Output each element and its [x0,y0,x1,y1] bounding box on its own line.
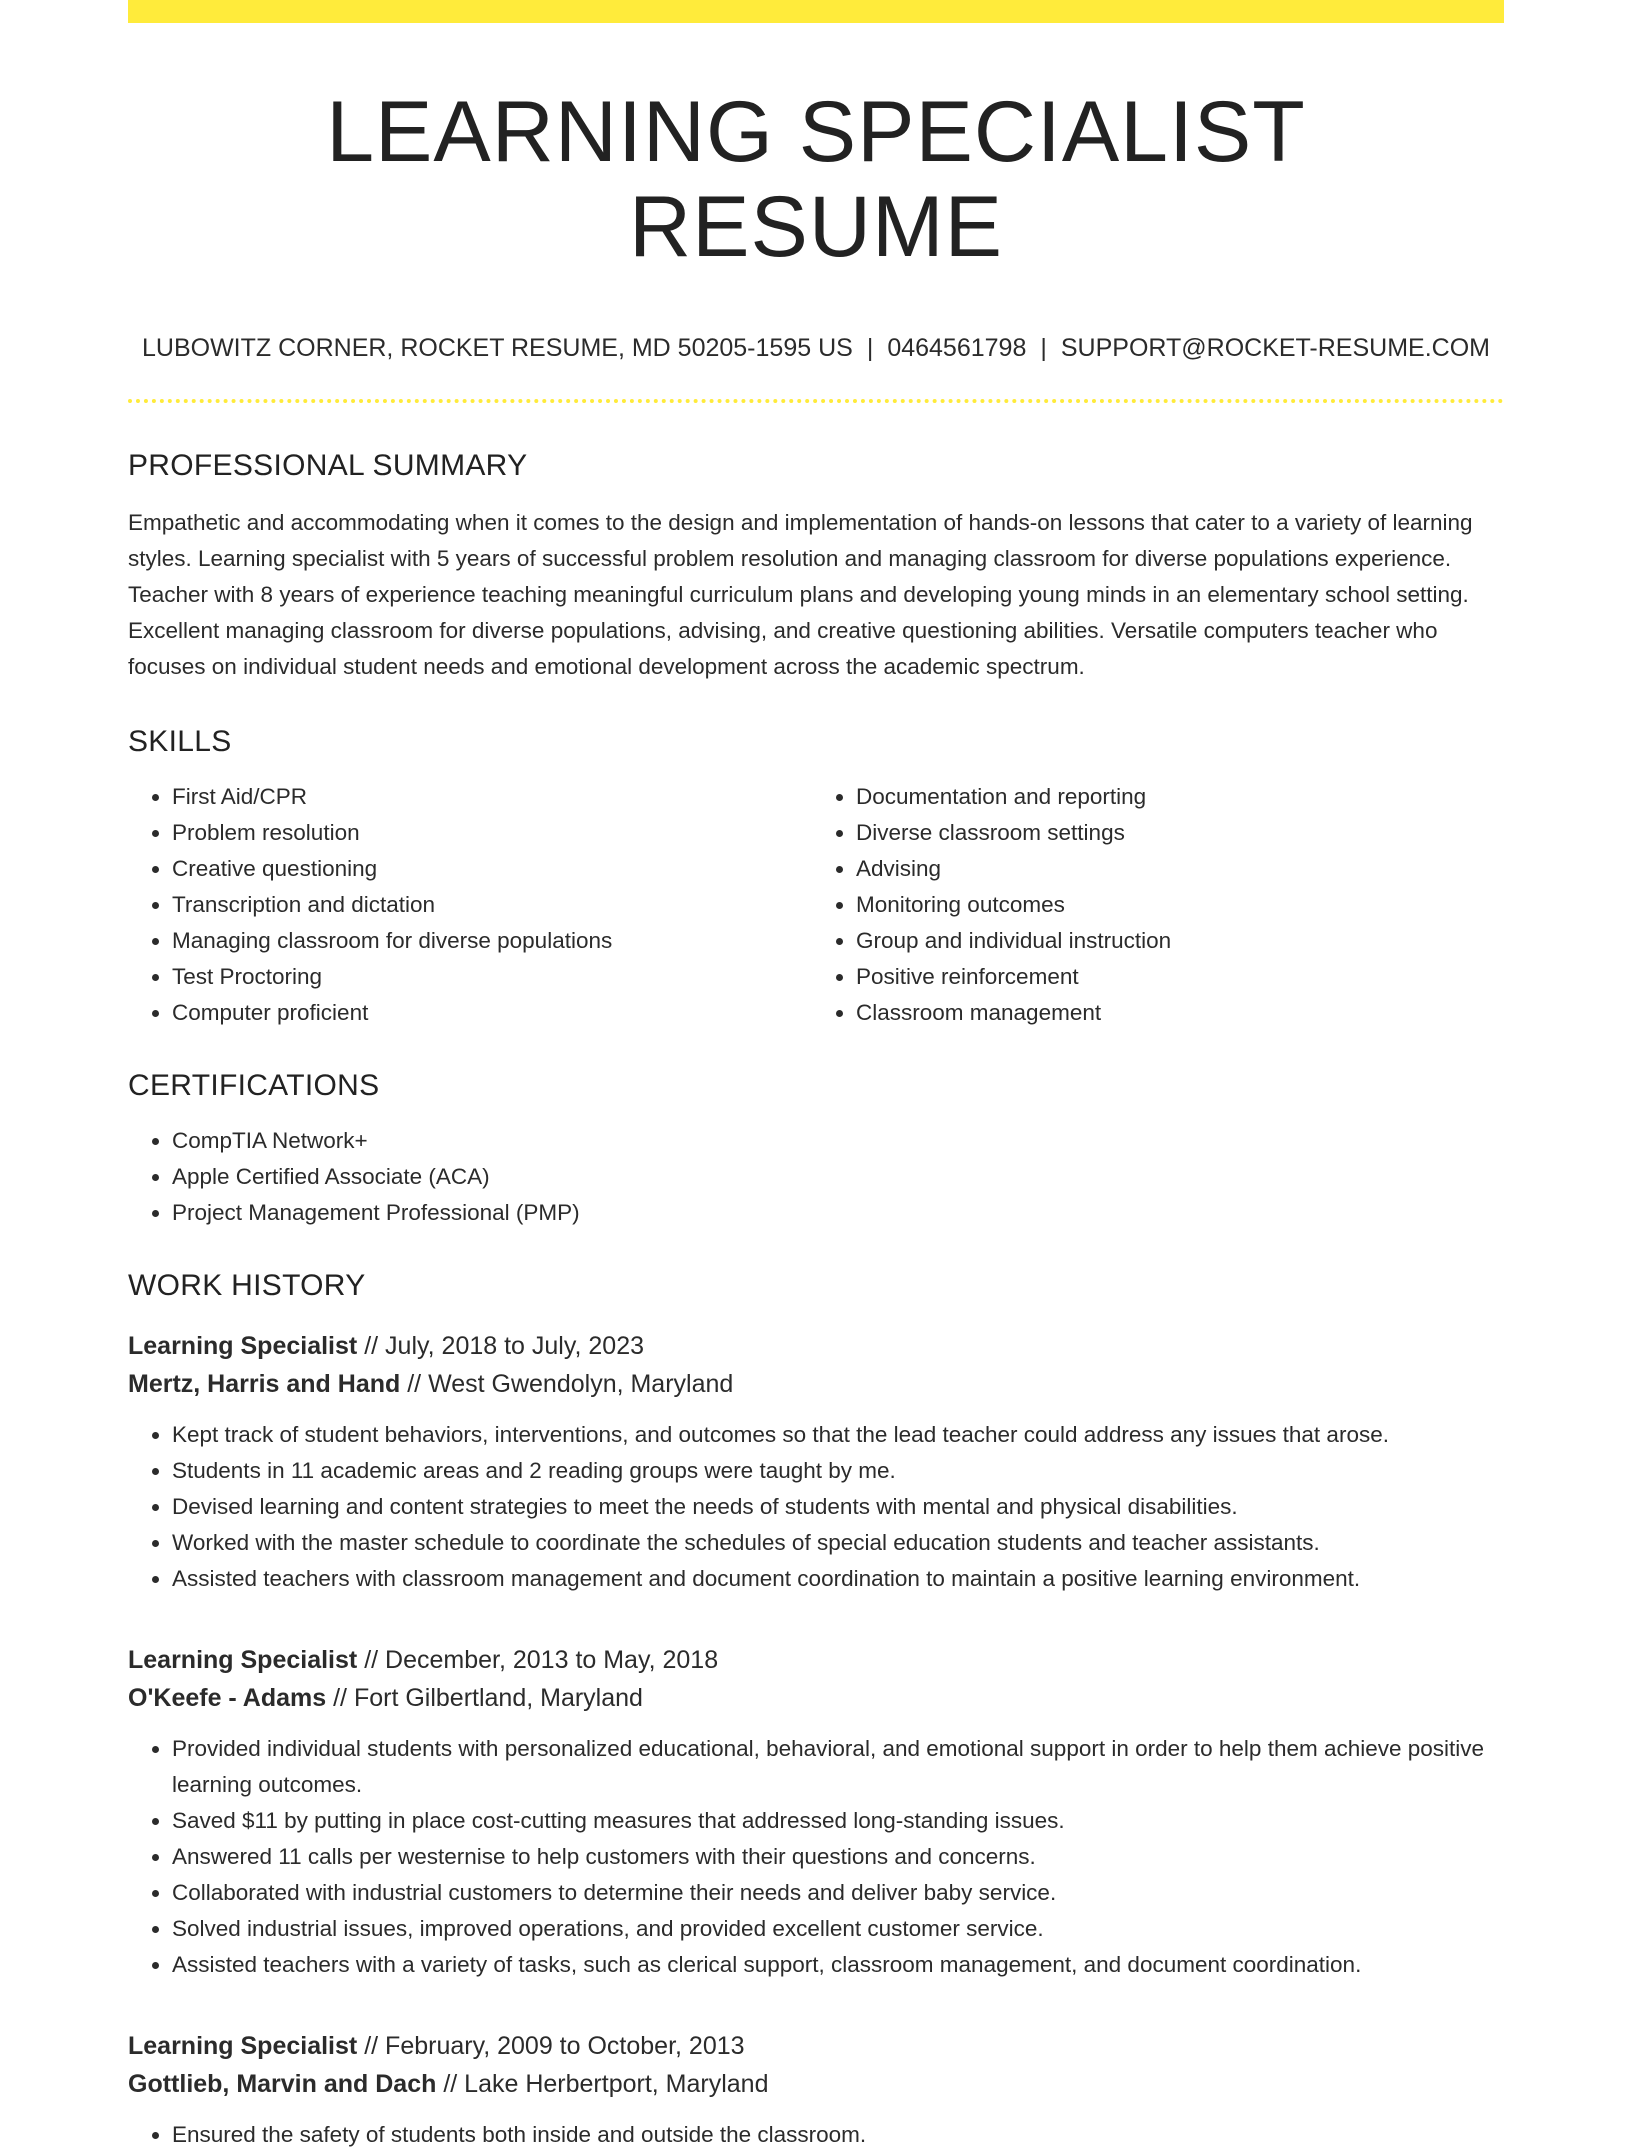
job-bullet: • Students in 11 academic areas and 2 reading groups were taught by me. [172,1453,1504,1489]
contact-line [128,332,1504,365]
job-separator: // [436,2069,465,2098]
job-bullet: • Saved $11 by putting in place cost-cutting measures that addressed long-standing issues. [172,1803,1504,1839]
job-bullets [128,1731,1504,1983]
job-title-line [128,2027,1504,2065]
job-dates: December, 2013 to May, 2018 [385,1645,719,1674]
address: LUBOWITZ CORNER, ROCKET RESUME, MD 50205-1595 US [141,334,853,363]
certification-item: • CompTIA Network+ [172,1123,1504,1159]
job-bullet: • Worked with the master schedule to coordinate the schedules of special education students and teacher assistants. [172,1525,1504,1561]
job-separator: // [326,1683,354,1712]
skill-item: • Computer proficient [172,995,806,1031]
dotted-divider [128,399,1504,403]
certification-item: • Project Management Professional (PMP) [172,1195,1504,1231]
skill-item: • Monitoring outcomes [856,887,1490,923]
job-bullet: • Collaborated with industrial customers to determine their needs and deliver baby service. [172,1875,1504,1911]
job-entry [128,2027,1504,2153]
job-bullet: • Devised learning and content strategies to meet the needs of students with mental and physical disabilities. [172,1489,1504,1525]
skill-item: • Problem resolution [172,815,806,851]
summary-heading: PROFESSIONAL SUMMARY [128,448,528,482]
skills-heading: SKILLS [128,724,232,758]
skills-columns [128,779,1504,1031]
job-bullet: • Provided individual students with personalized educational, behavioral, and emotional support in order to help them achieve positive learning outcomes. [172,1731,1504,1803]
job-bullet: • Ensured the safety of students both inside and outside the classroom. [172,2117,1504,2153]
job-dates: February, 2009 to October, 2013 [385,2031,745,2060]
job-separator: // [357,1331,386,1360]
job-company: Mertz, Harris and Hand [128,1369,401,1398]
job-bullets [128,2117,1504,2153]
skill-item: • Documentation and reporting [856,779,1490,815]
skill-item: • Transcription and dictation [172,887,806,923]
certification-item: • Apple Certified Associate (ACA) [172,1159,1504,1195]
contact-separator: | [1040,334,1047,363]
phone: 0464561798 [887,334,1027,363]
job-company-line [128,1679,1504,1717]
skill-item: • Group and individual instruction [856,923,1490,959]
job-title-line [128,1641,1504,1679]
skill-item: • Creative questioning [172,851,806,887]
job-company: O'Keefe - Adams [128,1683,327,1712]
job-title: Learning Specialist [128,1331,358,1360]
job-bullet: • Assisted teachers with a variety of tasks, such as clerical support, classroom management, and document coordination. [172,1947,1504,1983]
skill-item: • Managing classroom for diverse populations [172,923,806,959]
job-separator: // [357,1645,386,1674]
job-separator: // [400,1369,429,1398]
skills-list-left [128,779,806,1031]
skill-item: • Diverse classroom settings [856,815,1490,851]
job-bullets [128,1417,1504,1597]
contact-separator: | [866,334,874,363]
skill-item: • Positive reinforcement [856,959,1490,995]
job-dates: July, 2018 to July, 2023 [385,1331,645,1360]
job-bullet: • Assisted teachers with classroom management and document coordination to maintain a positive learning environment. [172,1561,1504,1597]
page-title: LEARNING SPECIALIST RESUME [326,84,1306,275]
email: SUPPORT@ROCKET-RESUME.COM [1060,334,1490,363]
certifications-heading: CERTIFICATIONS [128,1068,380,1102]
top-accent-bar [128,0,1504,23]
job-separator: // [357,2031,386,2060]
skill-item: • Advising [856,851,1490,887]
certifications-list [128,1123,1504,1231]
job-title: Learning Specialist [128,2031,358,2060]
job-company-line [128,2065,1504,2103]
job-company: Gottlieb, Marvin and Dach [128,2069,437,2098]
job-location: West Gwendolyn, Maryland [428,1369,734,1398]
work-history-list [128,1327,1504,2153]
job-location: Lake Herbertport, Maryland [464,2069,769,2098]
resume-page [128,0,1504,2153]
work-history-heading: WORK HISTORY [128,1268,366,1302]
job-title-line [128,1327,1504,1365]
job-bullet: • Kept track of student behaviors, interventions, and outcomes so that the lead teacher could address any issues that arose. [172,1417,1504,1453]
job-bullet: • Solved industrial issues, improved operations, and provided excellent customer service. [172,1911,1504,1947]
skills-list-right [806,779,1490,1031]
job-bullet: • Answered 11 calls per westernise to help customers with their questions and concerns. [172,1839,1504,1875]
summary-text: Empathetic and accommodating when it comes to the design and implementation of hands-on lessons that cater to a variety of learning styles. Learning specialist with 5 years of successful problem resolution and managing classroom for diverse populations experience. Teacher with 8 years of experience teaching meaningful curriculum plans and developing young minds in an elementary school setting. Excellent managing classroom for diverse populations, advising, and creative questioning abilities. Versatile computers teacher who focuses on individual student needs and emotional development across the academic spectrum. [128,509,1473,679]
job-entry [128,1641,1504,1983]
job-entry [128,1327,1504,1597]
skill-item: • Test Proctoring [172,959,806,995]
job-company-line [128,1365,1504,1403]
job-location: Fort Gilbertland, Maryland [353,1683,643,1712]
job-title: Learning Specialist [128,1645,358,1674]
skill-item: • First Aid/CPR [172,779,806,815]
skill-item: • Classroom management [856,995,1490,1031]
